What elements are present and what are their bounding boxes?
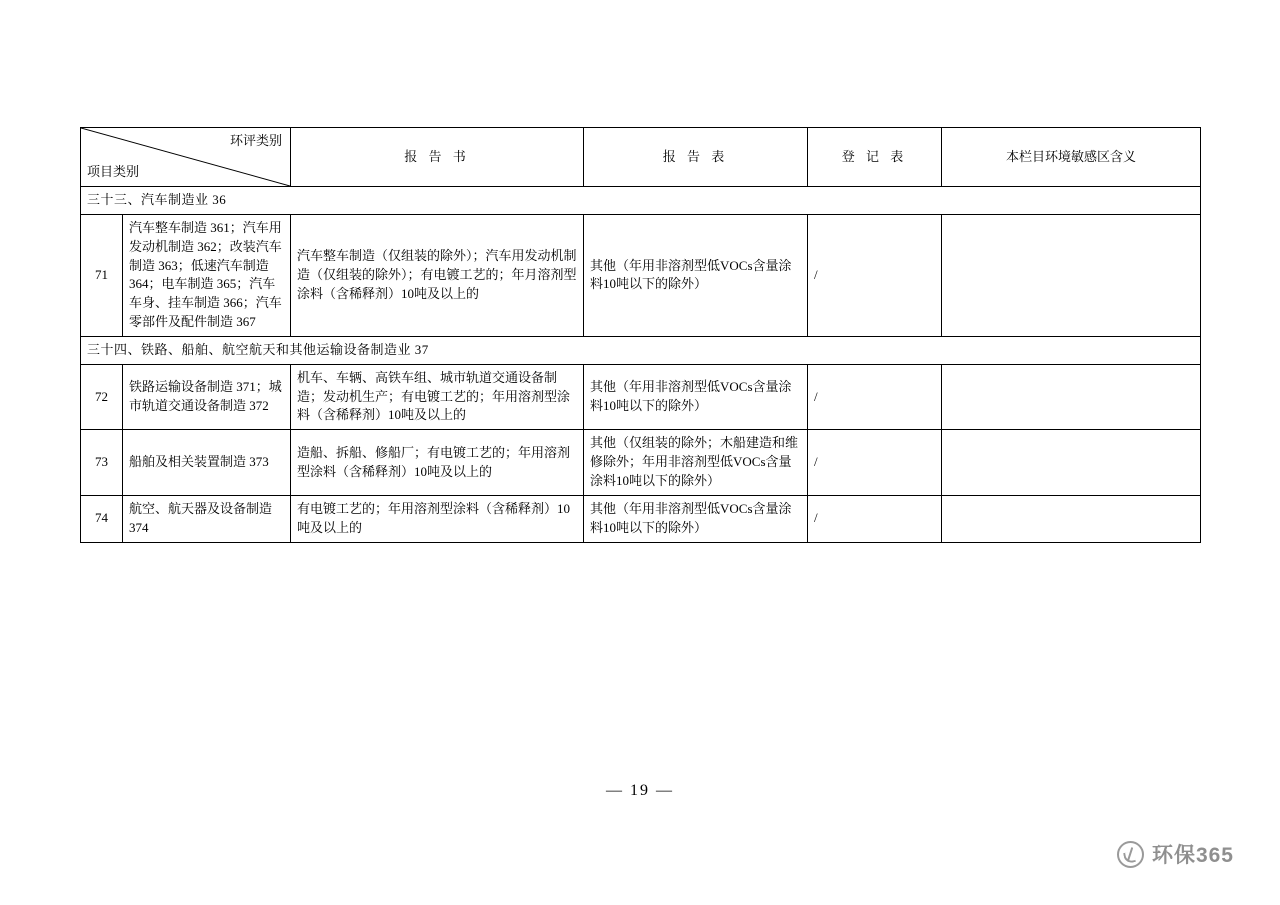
row-report-form: 其他（年用非溶剂型低VOCs含量涂料10吨以下的除外） (584, 214, 808, 336)
table-row (81, 214, 1201, 336)
row-number: 73 (81, 430, 123, 496)
row-registration: / (808, 214, 942, 336)
row-number: 71 (81, 214, 123, 336)
leaf-circle-icon (1117, 841, 1144, 868)
row-registration: / (808, 430, 942, 496)
row-project-category: 船舶及相关装置制造 373 (123, 430, 291, 496)
table-row (81, 430, 1201, 496)
header-col-note: 本栏目环境敏感区含义 (942, 128, 1201, 187)
section-title-34: 三十四、铁路、船舶、航空航天和其他运输设备制造业 37 (81, 336, 1201, 364)
table-row (81, 495, 1201, 542)
header-col-report-book: 报 告 书 (291, 128, 584, 187)
row-project-category: 航空、航天器及设备制造 374 (123, 495, 291, 542)
section-title-row (81, 336, 1201, 364)
row-number: 72 (81, 364, 123, 430)
ei-category-table (80, 127, 1201, 543)
row-report-book: 机车、车辆、高铁车组、城市轨道交通设备制造；发动机生产；有电镀工艺的；年用溶剂型涂料（含稀释剂）10吨及以上的 (291, 364, 584, 430)
row-registration: / (808, 364, 942, 430)
row-note (942, 364, 1201, 430)
row-number: 74 (81, 495, 123, 542)
header-col-registration: 登 记 表 (808, 128, 942, 187)
row-project-category: 铁路运输设备制造 371；城市轨道交通设备制造 372 (123, 364, 291, 430)
header-label-project-category: 项目类别 (87, 164, 140, 180)
row-note (942, 214, 1201, 336)
row-note (942, 430, 1201, 496)
watermark (1117, 839, 1234, 869)
row-registration: / (808, 495, 942, 542)
row-report-book: 汽车整车制造（仅组装的除外）；汽车用发动机制造（仅组装的除外）；有电镀工艺的；年月溶剂型涂料（含稀释剂）10吨及以上的 (291, 214, 584, 336)
row-note (942, 495, 1201, 542)
row-project-category: 汽车整车制造 361；汽车用发动机制造 362；改装汽车制造 363；低速汽车制造 364；电车制造 365；汽车车身、挂车制造 366；汽车零部件及配件制造 367 (123, 214, 291, 336)
header-label-ei-category: 环评类别 (229, 133, 282, 148)
header-col-report-form: 报 告 表 (584, 128, 808, 187)
section-title-row (81, 187, 1201, 215)
row-report-form: 其他（年用非溶剂型低VOCs含量涂料10吨以下的除外） (584, 495, 808, 542)
row-report-form: 其他（年用非溶剂型低VOCs含量涂料10吨以下的除外） (584, 364, 808, 430)
header-diagonal-cell (81, 128, 291, 187)
table-header-row (81, 128, 1201, 187)
row-report-book: 有电镀工艺的；年用溶剂型涂料（含稀释剂）10吨及以上的 (291, 495, 584, 542)
row-report-book: 造船、拆船、修船厂；有电镀工艺的；年用溶剂型涂料（含稀释剂）10吨及以上的 (291, 430, 584, 496)
page-number: — 19 — (606, 782, 674, 799)
watermark-text: 环保365 (1151, 844, 1234, 867)
table-row (81, 364, 1201, 430)
section-title-33: 三十三、汽车制造业 36 (81, 187, 1201, 215)
row-report-form: 其他（仅组装的除外；木船建造和维修除外；年用非溶剂型低VOCs含量涂料10吨以下的除外） (584, 430, 808, 496)
